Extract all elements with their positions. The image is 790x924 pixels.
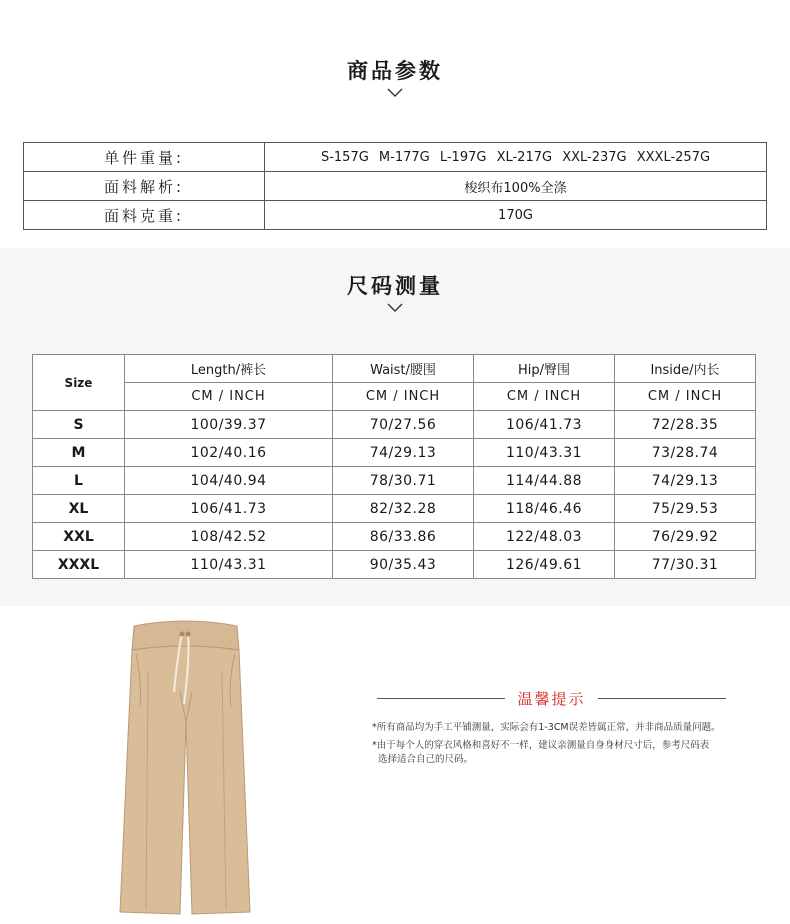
param-label: 面料克重: bbox=[24, 201, 265, 230]
hip-cell: 126/49.61 bbox=[474, 551, 615, 579]
inside-cell: 76/29.92 bbox=[615, 523, 756, 551]
notice-line: 选择适合自己的尺码。 bbox=[378, 754, 474, 765]
param-row bbox=[24, 201, 767, 230]
table-row bbox=[33, 467, 756, 495]
unit-label: CM / INCH bbox=[333, 383, 474, 411]
hip-cell: 114/44.88 bbox=[474, 467, 615, 495]
waist-cell: 78/30.71 bbox=[333, 467, 474, 495]
inside-cell: 73/28.74 bbox=[615, 439, 756, 467]
unit-label: CM / INCH bbox=[474, 383, 615, 411]
size-label: XXL bbox=[33, 523, 125, 551]
waist-cell: 82/32.28 bbox=[333, 495, 474, 523]
table-row bbox=[33, 411, 756, 439]
unit-row bbox=[33, 383, 756, 411]
size-section-title: 尺码测量 bbox=[347, 274, 443, 298]
hip-cell: 122/48.03 bbox=[474, 523, 615, 551]
inside-cell: 75/29.53 bbox=[615, 495, 756, 523]
unit-label: CM / INCH bbox=[125, 383, 333, 411]
divider-line bbox=[598, 698, 726, 699]
chevron-down-icon bbox=[0, 298, 790, 317]
column-header: Waist/腰围 bbox=[333, 355, 474, 383]
waist-cell: 90/35.43 bbox=[333, 551, 474, 579]
hip-cell: 118/46.46 bbox=[474, 495, 615, 523]
size-label: XXXL bbox=[33, 551, 125, 579]
notice-line: *所有商品均为手工平铺测量，实际会有1-3CM误差皆属正常，并非商品质量问题。 bbox=[372, 722, 721, 733]
table-row bbox=[33, 439, 756, 467]
unit-label: CM / INCH bbox=[615, 383, 756, 411]
hip-cell: 106/41.73 bbox=[474, 411, 615, 439]
table-row bbox=[33, 495, 756, 523]
size-table bbox=[32, 354, 756, 579]
param-value: S-157G M-177G L-197G XL-217G XXL-237G XXXL-257G bbox=[265, 143, 767, 172]
divider-line bbox=[377, 698, 505, 699]
waist-cell: 70/27.56 bbox=[333, 411, 474, 439]
length-cell: 102/40.16 bbox=[125, 439, 333, 467]
param-value: 梭织布100%全涤 bbox=[265, 172, 767, 201]
column-header: Length/裤长 bbox=[125, 355, 333, 383]
params-section-title: 商品参数 bbox=[347, 59, 443, 83]
notice-line: *由于每个人的穿衣风格和喜好不一样，建议亲测量自身身材尺寸后，参考尺码表 bbox=[372, 740, 710, 751]
inside-cell: 74/29.13 bbox=[615, 467, 756, 495]
param-value: 170G bbox=[265, 201, 767, 230]
param-label: 单件重量: bbox=[24, 143, 265, 172]
inside-cell: 77/30.31 bbox=[615, 551, 756, 579]
size-label: S bbox=[33, 411, 125, 439]
column-header: Hip/臀围 bbox=[474, 355, 615, 383]
size-label: M bbox=[33, 439, 125, 467]
length-cell: 108/42.52 bbox=[125, 523, 333, 551]
size-header-row bbox=[33, 355, 756, 383]
length-cell: 106/41.73 bbox=[125, 495, 333, 523]
size-column-header: Size bbox=[33, 355, 125, 411]
hip-cell: 110/43.31 bbox=[474, 439, 615, 467]
length-cell: 100/39.37 bbox=[125, 411, 333, 439]
khaki-pants-image bbox=[110, 612, 260, 924]
chevron-down-icon bbox=[0, 83, 790, 102]
notice-title: 温馨提示 bbox=[517, 690, 586, 708]
param-label: 面料解析: bbox=[24, 172, 265, 201]
table-row bbox=[33, 523, 756, 551]
param-row bbox=[24, 172, 767, 201]
length-cell: 110/43.31 bbox=[125, 551, 333, 579]
params-table bbox=[23, 142, 767, 230]
size-label: L bbox=[33, 467, 125, 495]
size-label: XL bbox=[33, 495, 125, 523]
waist-cell: 86/33.86 bbox=[333, 523, 474, 551]
length-cell: 104/40.94 bbox=[125, 467, 333, 495]
column-header: Inside/内长 bbox=[615, 355, 756, 383]
param-row bbox=[24, 143, 767, 172]
inside-cell: 72/28.35 bbox=[615, 411, 756, 439]
waist-cell: 74/29.13 bbox=[333, 439, 474, 467]
table-row bbox=[33, 551, 756, 579]
